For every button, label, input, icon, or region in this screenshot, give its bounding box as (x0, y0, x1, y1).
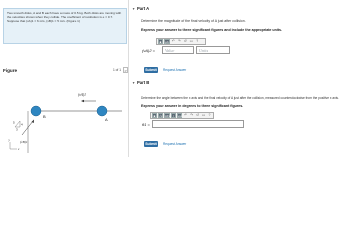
part-a-request-answer-link[interactable]: Request Answer (163, 68, 187, 72)
part-b-question: Determine the angle between the x axis and the final velocity of A just after the collision, measured counterclockwise from the positive x axis. (141, 96, 339, 100)
undo-icon[interactable]: ↶ (171, 39, 175, 43)
sqrt-button[interactable]: √x (159, 114, 163, 118)
ratio-4: 4 (21, 122, 23, 127)
part-b-toggle-icon[interactable]: ▼ (132, 81, 136, 85)
vector-button[interactable]: vec (177, 114, 183, 118)
part-b-variable: θ1 = (142, 122, 150, 127)
problem-text: Two smooth disks, A and B each have a mass of 0.5 kg. Both disks are moving with the velocities shown when they collide. The coefficient of restitution is e = 0.7. Suppose that (vA)1 = 6 m/s, (vB)1 = 5 m/s. (Figure 1) (7, 11, 122, 24)
ratio-5: 5 (13, 120, 15, 125)
greek-button[interactable]: ΑΣφ (165, 114, 171, 118)
disk-b-label: B (43, 114, 46, 119)
disk-a (97, 106, 107, 116)
reset-icon[interactable]: ↺ (196, 113, 199, 117)
keyboard-icon[interactable]: ▭ (201, 113, 206, 117)
part-a-instruction: Express your answer to three significant figures and include the appropriate units. (141, 28, 282, 32)
figure-pager: 1 of 1 (113, 68, 121, 72)
part-b-request-answer-link[interactable]: Request Answer (163, 142, 187, 146)
problem-statement (3, 8, 127, 44)
arrows-button[interactable]: ↕ (172, 114, 175, 118)
part-b-title[interactable]: Part B (137, 80, 150, 85)
units-button[interactable]: μA (165, 40, 169, 44)
redo-icon[interactable]: ↷ (177, 39, 181, 43)
part-a-title[interactable]: Part A (137, 6, 150, 11)
help-icon[interactable]: ? (208, 113, 211, 117)
panel-divider (128, 0, 129, 157)
units-input[interactable]: Units (196, 46, 230, 54)
part-a-variable: (vA)2 = (142, 48, 156, 53)
part-a-question: Determine the magnitude of the final velocity of A just after collision. (141, 19, 246, 23)
part-a-toggle-icon[interactable]: ▼ (132, 7, 136, 11)
ratio-3: 3 (16, 127, 18, 132)
disk-a-label: A (105, 117, 108, 122)
axis-x-label: x (18, 147, 20, 151)
angle-input[interactable] (152, 120, 244, 128)
disk-b (31, 106, 41, 116)
vb-arrow-shaft (22, 121, 33, 135)
keyboard-icon[interactable]: ▭ (189, 39, 193, 43)
va-arrow-head (81, 100, 84, 102)
part-a-submit-button[interactable]: Submit (145, 68, 157, 72)
template-button[interactable]: ■ (159, 40, 162, 44)
part-b-submit-button[interactable]: Submit (145, 142, 157, 146)
reset-icon[interactable]: ↺ (183, 39, 187, 43)
part-a-toolbar (156, 38, 206, 45)
part-b-instruction: Express your answer in degrees to three significant figures. (141, 104, 244, 108)
figure-label: Figure (3, 68, 18, 73)
vb-label: (vB)1 (20, 140, 28, 144)
template-button[interactable]: ■ (153, 114, 156, 118)
help-icon[interactable]: ? (196, 39, 199, 43)
va-label: (vA)1 (78, 93, 86, 97)
value-input[interactable]: Value (162, 46, 194, 54)
figure-next-button[interactable]: > (124, 68, 127, 73)
part-b-toolbar (150, 112, 214, 119)
axis-y-label: y (8, 138, 10, 142)
redo-icon[interactable]: ↷ (190, 113, 193, 117)
undo-icon[interactable]: ↶ (184, 113, 187, 117)
collision-figure (6, 75, 126, 155)
